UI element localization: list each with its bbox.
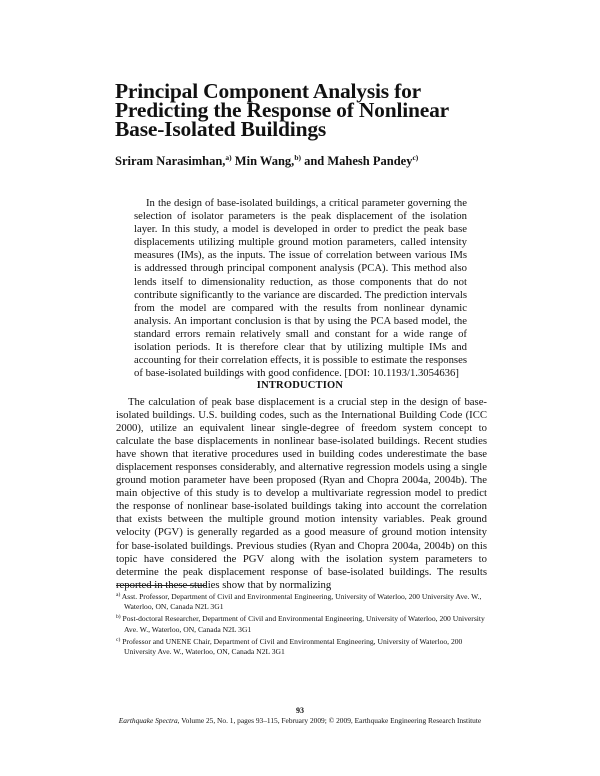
title-line: Predicting the Response of Nonlinear — [115, 98, 449, 122]
journal-details: Volume 25, No. 1, pages 93–115, February 2009; © 2009, Earthquake Engineering Research Institute — [179, 716, 482, 725]
footnote-divider — [116, 585, 206, 586]
author-name: and Mahesh Pandey — [304, 154, 413, 168]
author-affiliation-mark: b) — [294, 153, 301, 162]
footnotes — [116, 590, 488, 657]
footnote-mark: c) — [116, 636, 121, 643]
footnote — [116, 612, 488, 634]
footnote-text: Post-doctoral Researcher, Department of Civil and Environmental Engineering, University of Waterloo, 200 University Ave. W., Waterloo, ON, Canada N2L 3G1 — [122, 614, 485, 634]
body-paragraph: The calculation of peak base displacement is a crucial step in the design of base-isolated buildings. U.S. building codes, such as the International Building Code (ICC 2000), utilize an equivalent linear single-degree of freedom system concept to calculate the base displacements in nonlinear base-isolated buildings. Recent studies have shown that iterative procedures used in building codes underestimate the base displacement responses considerably, and alternative regression models using a single ground motion parameter have been proposed (Ryan and Chopra 2004a, 2004b). The main objective of this study is to develop a multivariate regression model to predict the response of nonlinear base-isolated buildings taking into account the correlation that exists between the multiple ground motion intensity variables. Peak ground velocity (PGV) is generally regarded as a good measure of ground motion intensity for base-isolated buildings. Previous studies (Ryan and Chopra 2004a, 2004b) on this topic have considered the PGV along with the isolation system parameters to determine the peak displacement response of base-isolated buildings. The results reported in these studies show that by normalizing — [116, 396, 487, 591]
title-line: Base-Isolated Buildings — [115, 117, 327, 141]
introduction-body — [116, 396, 487, 592]
author-affiliation-mark: a) — [225, 153, 232, 162]
footnote — [116, 635, 488, 657]
footnote-text: Professor and UNENE Chair, Department of Civil and Environmental Engineering, University of Waterloo, 200 University Ave. W., Waterloo, ON, Canada N2L 3G1 — [122, 636, 463, 657]
abstract — [134, 197, 467, 380]
paper-title — [115, 79, 505, 141]
section-heading: INTRODUCTION — [256, 380, 344, 391]
page-number: 93 — [296, 706, 304, 715]
journal-citation — [0, 716, 600, 725]
footnote-mark: b) — [116, 614, 121, 621]
author-list — [115, 150, 418, 169]
author-affiliation-mark: c) — [412, 153, 419, 162]
footnote — [116, 590, 488, 612]
abstract-text: In the design of base-isolated buildings, a critical parameter governing the selection of isolator parameters is the peak displacement of the isolation layer. In this study, a model is developed in order to predict the peak base displacements utilizing multiple ground motion parameters, called intensity measures (IMs), as the inputs. The issue of correlation between various IMs is addressed through principal component analysis (PCA). This method also lends itself to dimensionality reduction, as those components that do not contribute significantly to the variance are discarded. The prediction intervals from the model are compared with the results from nonlinear dynamic analysis. An important conclusion is that by using the PCA based model, the standard errors remain relatively small and constant for a wide range of isolation periods. It is therefore clear that by utilizing multiple IMs and accounting for their correlation effects, it is possible to estimate the responses of base-isolated buildings with good confidence. [DOI: 10.1193/1.3054636] — [134, 197, 467, 380]
author-name: Min Wang, — [234, 154, 295, 168]
author-name: Sriram Narasimhan, — [115, 154, 226, 168]
title-line: Principal Component Analysis for — [115, 79, 421, 103]
footnote-mark: a) — [116, 592, 121, 598]
footnote-text: Asst. Professor, Department of Civil and Environmental Engineering, University of Waterloo, 200 University Ave. W., Waterloo, ON, Canada N2L 3G1 — [121, 592, 482, 612]
journal-name: Earthquake Spectra, — [118, 716, 180, 725]
